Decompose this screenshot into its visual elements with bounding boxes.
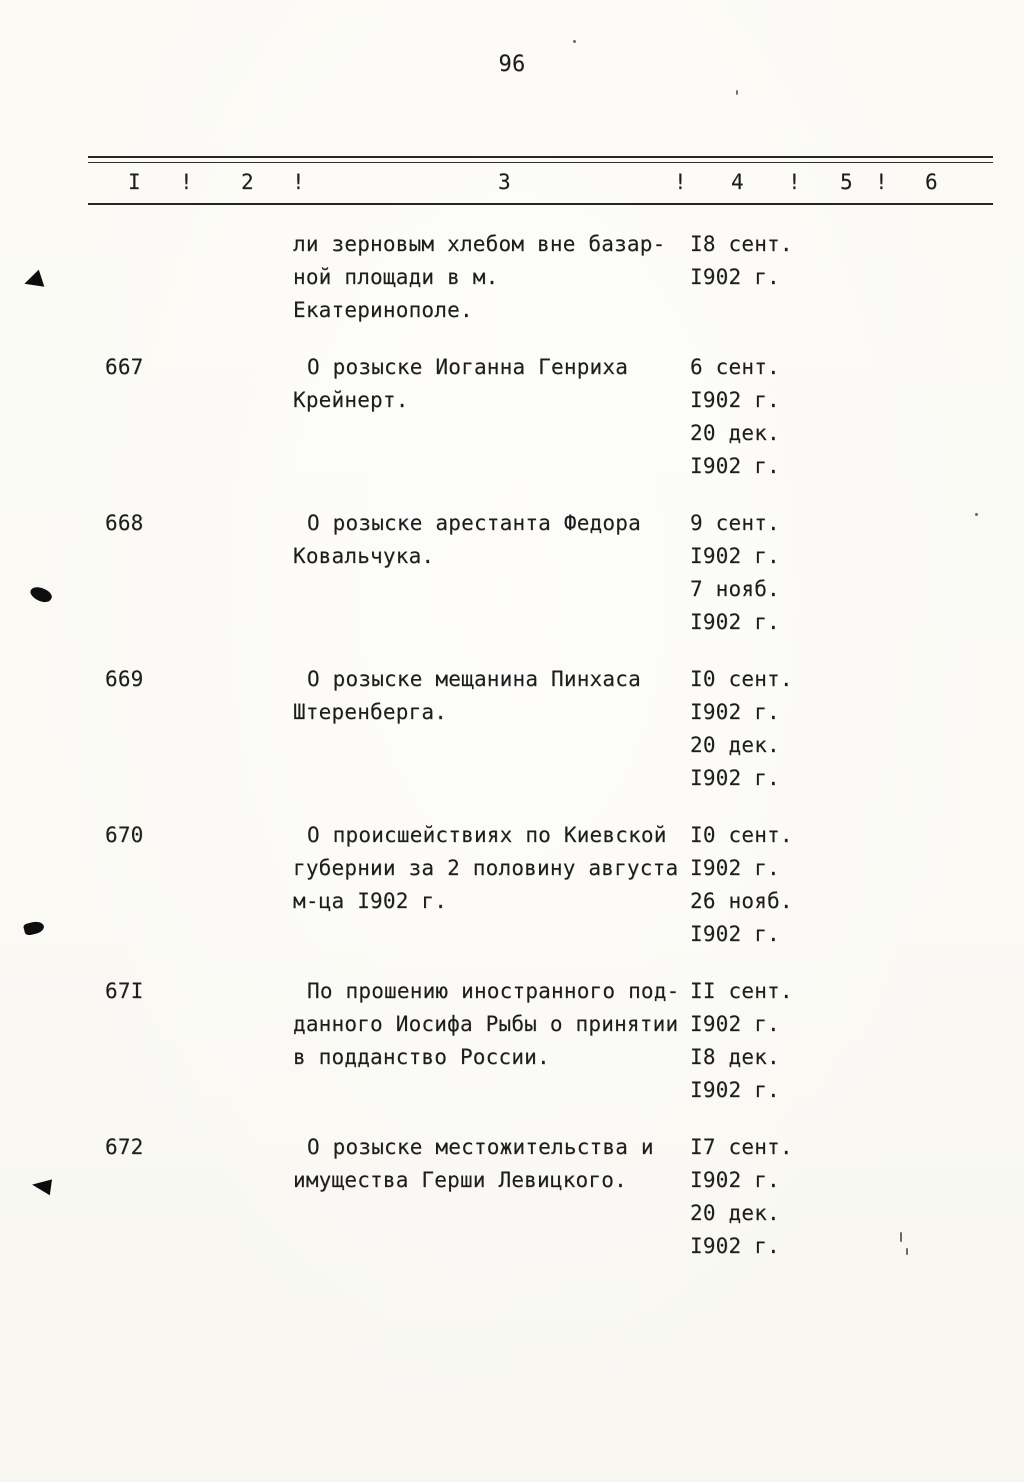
- entry-date-line: 7 нояб.: [690, 577, 780, 601]
- column-separator: !: [875, 170, 888, 194]
- entry-date-line: I8 дек.: [690, 1045, 780, 1069]
- column-header-cell: I: [128, 170, 141, 194]
- entry-dates: [690, 975, 830, 1107]
- table-row: [0, 819, 1024, 951]
- dust-speck: [573, 40, 576, 43]
- entry-title-line: губернии за 2 половину августа: [293, 856, 679, 880]
- entry-number: 67I: [105, 979, 144, 1003]
- column-separator: !: [674, 170, 687, 194]
- entry-date-line: 26 нояб.: [690, 889, 793, 913]
- table-row: [0, 975, 1024, 1107]
- entry-date-line: 20 дек.: [690, 733, 780, 757]
- column-header-labels: [88, 163, 993, 203]
- entry-title: [293, 1131, 690, 1197]
- entry-date-line: I902 г.: [690, 1012, 780, 1036]
- dust-speck: [900, 1232, 902, 1242]
- column-header-cell: 3: [498, 170, 511, 194]
- entry-date-line: I902 г.: [690, 700, 780, 724]
- entry-title-line: О розыске Иоганна Генриха: [307, 355, 629, 379]
- entry-dates: [690, 819, 830, 951]
- entry-title: [293, 351, 690, 417]
- entry-date-line: I0 сент.: [690, 823, 793, 847]
- entry-number: 667: [105, 355, 144, 379]
- entry-title-line: О происшействиях по Киевской: [307, 823, 667, 847]
- column-header-cell: 6: [925, 170, 938, 194]
- entry-date-line: I902 г.: [690, 856, 780, 880]
- dust-speck: [736, 90, 738, 95]
- entry-date-line: I7 сент.: [690, 1135, 793, 1159]
- dust-speck: [906, 1248, 908, 1255]
- register-entries: [0, 228, 1024, 1287]
- entry-title-line: О розыске мещанина Пинхаса: [307, 667, 641, 691]
- entry-date-line: 20 дек.: [690, 1201, 780, 1225]
- column-header-row: [88, 156, 993, 205]
- entry-dates: [690, 351, 830, 483]
- header-bottom-rule: [88, 203, 993, 205]
- entry-number: 670: [105, 823, 144, 847]
- table-row: [0, 228, 1024, 327]
- entry-date-line: I902 г.: [690, 1078, 780, 1102]
- entry-date-line: I902 г.: [690, 766, 780, 790]
- entry-dates: [690, 663, 830, 795]
- entry-title: [293, 228, 690, 327]
- entry-title-line: имущества Герши Левицкого.: [293, 1168, 627, 1192]
- entry-title-line: По прошению иностранного под-: [307, 979, 680, 1003]
- entry-title: [293, 507, 690, 573]
- entry-title-line: Крейнерт.: [293, 388, 409, 412]
- entry-date-line: 9 сент.: [690, 511, 780, 535]
- column-header-cell: 2: [241, 170, 254, 194]
- table-row: [0, 1131, 1024, 1263]
- entry-dates: [690, 1131, 830, 1263]
- table-row: [0, 351, 1024, 483]
- entry-number: 668: [105, 511, 144, 535]
- header-top-rule: [88, 156, 993, 163]
- entry-title-line: м-ца I902 г.: [293, 889, 448, 913]
- column-separator: !: [180, 170, 193, 194]
- entry-title-line: Ковальчука.: [293, 544, 435, 568]
- column-separator: !: [292, 170, 305, 194]
- entry-date-line: 6 сент.: [690, 355, 780, 379]
- entry-number: 672: [105, 1135, 144, 1159]
- entry-title-line: ли зерновым хлебом вне базар-: [293, 232, 666, 256]
- entry-date-line: II сент.: [690, 979, 793, 1003]
- table-row: [0, 507, 1024, 639]
- entry-date-line: I902 г.: [690, 265, 780, 289]
- entry-title-line: О розыске арестанта Федора: [307, 511, 641, 535]
- entry-title: [293, 819, 690, 918]
- dust-speck: [975, 513, 978, 516]
- entry-date-line: I902 г.: [690, 1168, 780, 1192]
- ink-mark: [31, 1177, 52, 1195]
- entry-title-line: Штеренберга.: [293, 700, 448, 724]
- entry-title-line: ной площади в м. Екатеринополе.: [293, 265, 499, 322]
- entry-title: [293, 663, 690, 729]
- entry-date-line: I902 г.: [690, 610, 780, 634]
- entry-title: [293, 975, 690, 1074]
- entry-date-line: I902 г.: [690, 388, 780, 412]
- entry-dates: [690, 228, 830, 294]
- entry-date-line: I902 г.: [690, 1234, 780, 1258]
- entry-date-line: I0 сент.: [690, 667, 793, 691]
- entry-dates: [690, 507, 830, 639]
- column-separator: !: [788, 170, 801, 194]
- column-header-cell: 4: [731, 170, 744, 194]
- entry-number: 669: [105, 667, 144, 691]
- table-row: [0, 663, 1024, 795]
- entry-date-line: I902 г.: [690, 454, 780, 478]
- entry-date-line: I902 г.: [690, 922, 780, 946]
- entry-title-line: данного Иосифа Рыбы о принятии: [293, 1012, 679, 1036]
- entry-date-line: I902 г.: [690, 544, 780, 568]
- page-number: 96: [498, 52, 526, 77]
- entry-title-line: в подданство России.: [293, 1045, 550, 1069]
- entry-date-line: I8 сент.: [690, 232, 793, 256]
- entry-title-line: О розыске местожительства и: [307, 1135, 654, 1159]
- column-header-cell: 5: [840, 170, 853, 194]
- entry-date-line: 20 дек.: [690, 421, 780, 445]
